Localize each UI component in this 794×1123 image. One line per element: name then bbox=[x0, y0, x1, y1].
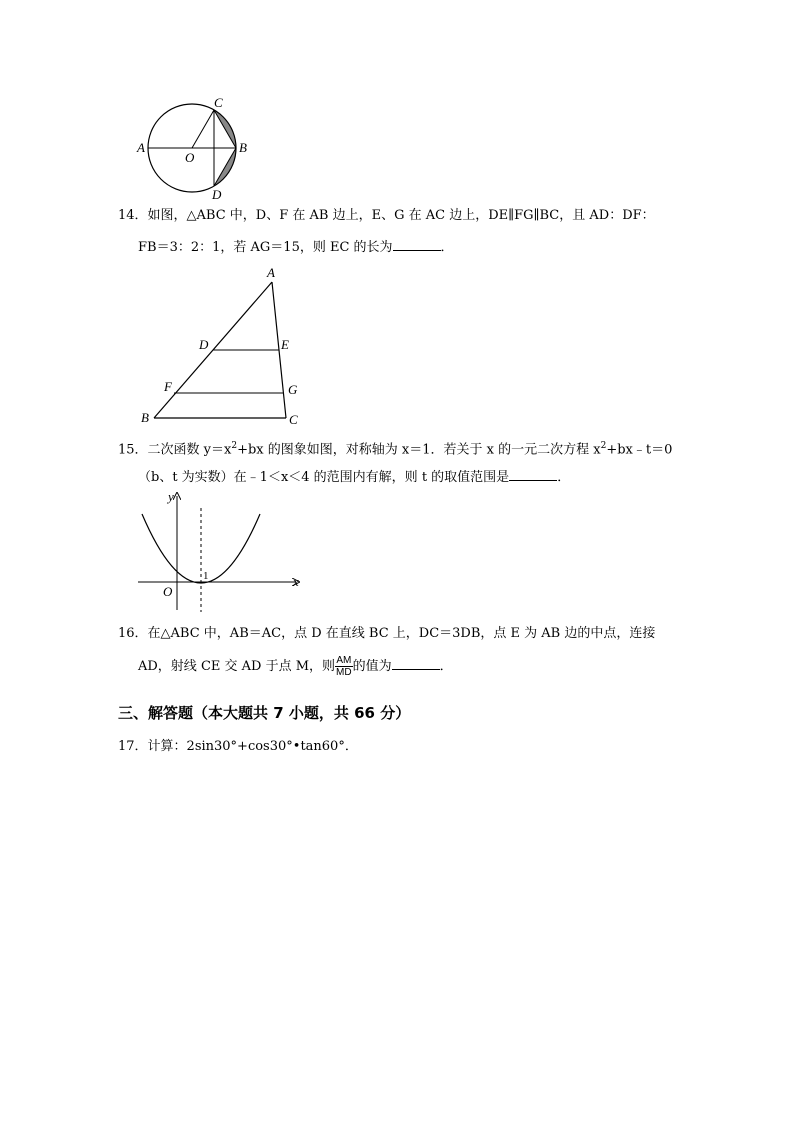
label-b: B bbox=[141, 410, 149, 425]
question-16-end: ． bbox=[439, 659, 453, 674]
fraction-am-md bbox=[335, 655, 353, 678]
label-d: D bbox=[212, 187, 222, 202]
question-15-line-1 bbox=[118, 436, 672, 460]
question-16-line-1: 16．在△ABC 中，AB＝AC，点 D 在直线 BC 上，DC＝3DB，点 E 为 AB 边的中点，连接 bbox=[118, 626, 656, 641]
label-b: B bbox=[239, 140, 247, 155]
q15-text-a: 15．二次函数 y＝x bbox=[118, 442, 232, 458]
label-f: F bbox=[164, 379, 172, 394]
question-14-line-1: 14．如图，△ABC 中，D、F 在 AB 边上，E、G 在 AC 边上，DE∥FG∥BC，且 AD：DF： bbox=[118, 208, 655, 223]
label-g: G bbox=[288, 382, 298, 397]
q16-text-a: AD，射线 CE 交 AD 于点 M，则 bbox=[138, 659, 336, 674]
label-c: C bbox=[214, 95, 223, 110]
question-17: 17．计算：2sin30°+cos30°•tan60°． bbox=[118, 739, 358, 754]
label-y: y bbox=[168, 489, 174, 504]
question-15-text: （b、t 为实数）在﹣1＜x＜4 的范围内有解，则 t 的取值范围是 bbox=[138, 470, 510, 485]
section-3-heading: 三、解答题（本大题共 7 小题，共 66 分） bbox=[118, 704, 411, 722]
parabola-curve bbox=[142, 514, 260, 583]
label-c: C bbox=[289, 412, 298, 427]
label-o: O bbox=[185, 150, 195, 165]
segment-bd bbox=[214, 148, 236, 186]
question-14-end: ． bbox=[440, 240, 454, 255]
label-a: A bbox=[137, 140, 145, 155]
question-14-line-2 bbox=[138, 238, 454, 258]
label-origin: O bbox=[163, 584, 173, 599]
question-14-text: FB＝3：2：1，若 AG＝15，则 EC 的长为 bbox=[138, 240, 393, 255]
answer-blank-16[interactable] bbox=[392, 657, 440, 670]
fraction-numerator: AM bbox=[336, 655, 352, 666]
q15-text-b: +bx 的图象如图，对称轴为 x＝1．若关于 x 的一元二次方程 x bbox=[237, 442, 601, 458]
label-x: x bbox=[293, 574, 299, 589]
question-16-line-2 bbox=[138, 655, 453, 678]
question-15-line-2 bbox=[138, 468, 570, 488]
segment-oc bbox=[192, 110, 214, 148]
segment-cb bbox=[214, 110, 236, 148]
q15-sup-b: 2 bbox=[600, 441, 607, 451]
q15-sup-a: 2 bbox=[231, 441, 238, 451]
label-d: D bbox=[199, 337, 209, 352]
label-one: 1 bbox=[203, 570, 209, 582]
answer-blank-15[interactable] bbox=[509, 468, 557, 481]
answer-blank-14[interactable] bbox=[393, 238, 441, 251]
label-a: A bbox=[267, 265, 275, 280]
triangle-figure bbox=[136, 262, 316, 428]
q16-text-b: 的值为 bbox=[352, 659, 392, 674]
circle-figure bbox=[130, 92, 260, 204]
parabola-figure bbox=[130, 488, 310, 613]
question-15-end: ． bbox=[557, 470, 571, 485]
fraction-denominator: MD bbox=[336, 667, 352, 678]
label-e: E bbox=[281, 337, 289, 352]
q15-text-c: +bx﹣t＝0 bbox=[606, 442, 673, 458]
